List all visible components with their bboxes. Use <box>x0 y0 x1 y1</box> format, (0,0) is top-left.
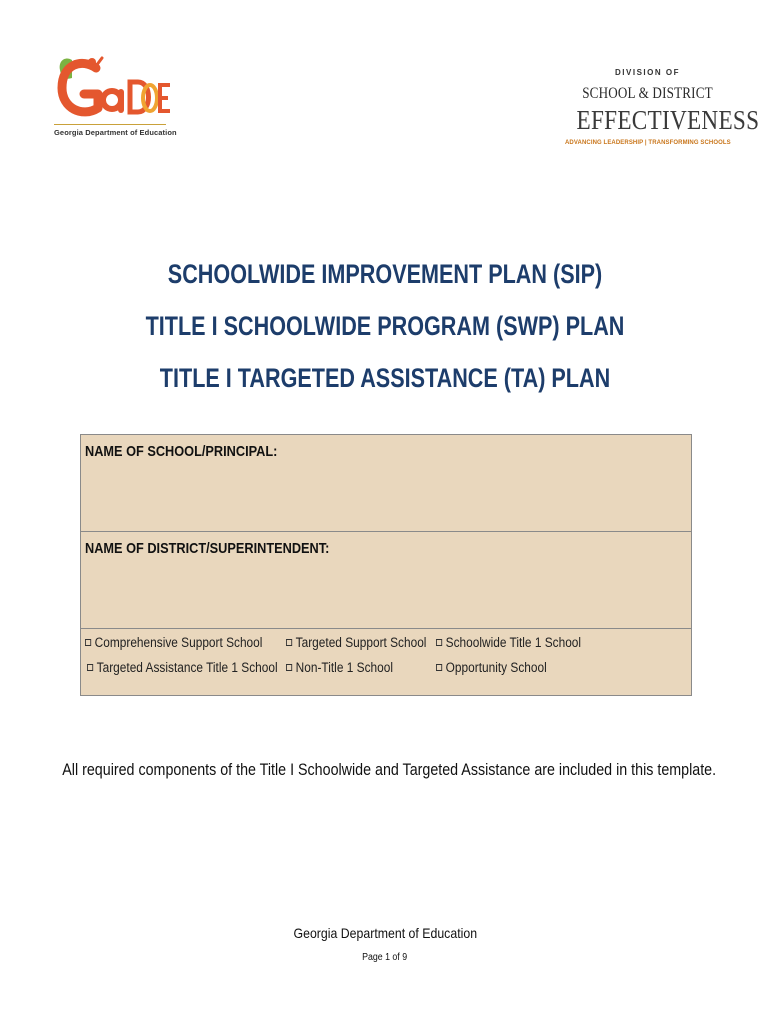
division-logo-line3: EFFECTIVENESS <box>576 105 760 135</box>
title-ta: TITLE I TARGETED ASSISTANCE (TA) PLAN <box>159 363 611 393</box>
logo-tagline: Georgia Department of Education <box>54 128 177 137</box>
document-titles <box>0 248 770 404</box>
division-logo <box>565 68 760 153</box>
option-label: Non-Title 1 School <box>295 660 393 675</box>
footer-org <box>0 925 770 943</box>
division-logo-line1: DIVISION OF <box>615 68 680 77</box>
checkbox-icon[interactable] <box>85 639 91 646</box>
school-principal-label: NAME OF SCHOOL/PRINCIPAL: <box>85 443 278 460</box>
title-sip: SCHOOLWIDE IMPROVEMENT PLAN (SIP) <box>167 259 603 289</box>
option-targeted-support[interactable] <box>286 635 426 650</box>
gadoe-logo-icon <box>52 50 172 125</box>
district-superintendent-field[interactable] <box>81 532 691 629</box>
option-label: Opportunity School <box>445 660 547 675</box>
checkbox-icon[interactable] <box>436 664 442 671</box>
checkbox-icon[interactable] <box>436 639 442 646</box>
option-label: Comprehensive Support School <box>94 635 263 650</box>
school-type-options <box>81 629 691 695</box>
page-number <box>0 947 770 965</box>
option-label: Targeted Support School <box>295 635 427 650</box>
logo-divider <box>54 124 166 125</box>
checkbox-icon[interactable] <box>286 664 292 671</box>
school-principal-field[interactable] <box>81 435 691 532</box>
option-schoolwide-title1[interactable] <box>436 635 581 650</box>
template-note <box>0 760 770 780</box>
division-logo-line2: SCHOOL & DISTRICT <box>582 85 713 102</box>
gadoe-logo <box>52 50 177 145</box>
option-targeted-assistance-title1[interactable] <box>87 660 278 675</box>
checkbox-icon[interactable] <box>87 664 93 671</box>
checkbox-icon[interactable] <box>286 639 292 646</box>
option-non-title1[interactable] <box>286 660 393 675</box>
option-opportunity-school[interactable] <box>436 660 547 675</box>
division-logo-tagline: ADVANCING LEADERSHIP | TRANSFORMING SCHOOLS <box>565 140 731 146</box>
footer-org-text: Georgia Department of Education <box>293 925 477 941</box>
template-note-text: All required components of the Title I Schoolwide and Targeted Assistance are included in this template. <box>62 760 717 779</box>
page-number-text: Page 1 of 9 <box>362 952 408 963</box>
option-label: Schoolwide Title 1 School <box>445 635 582 650</box>
option-comprehensive-support[interactable] <box>85 635 262 650</box>
district-superintendent-label: NAME OF DISTRICT/SUPERINTENDENT: <box>85 540 330 557</box>
option-label: Targeted Assistance Title 1 School <box>96 660 278 675</box>
title-swp: TITLE I SCHOOLWIDE PROGRAM (SWP) PLAN <box>145 311 625 341</box>
info-form <box>80 434 692 696</box>
